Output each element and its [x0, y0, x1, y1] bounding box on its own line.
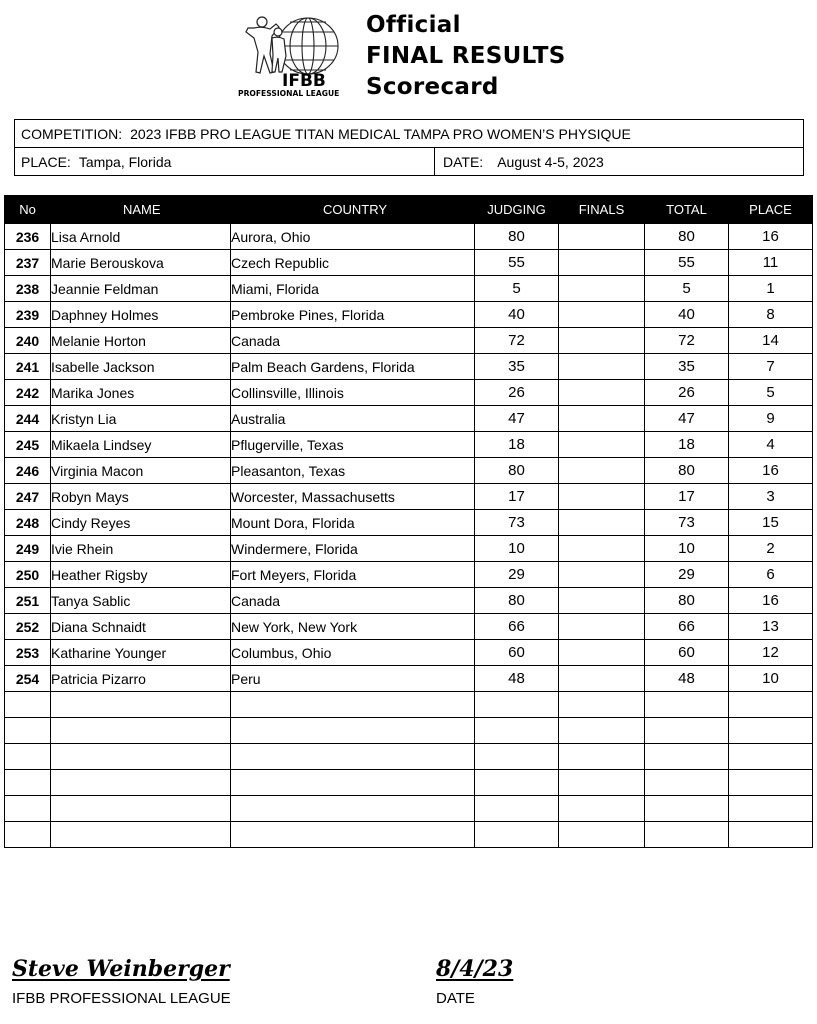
cell-finals [559, 406, 645, 432]
cell-finals [559, 822, 645, 848]
cell-no: 245 [5, 432, 51, 458]
cell-no: 242 [5, 380, 51, 406]
cell-no: 240 [5, 328, 51, 354]
table-row [5, 484, 813, 510]
cell-no: 252 [5, 614, 51, 640]
table-row [5, 822, 813, 848]
date-caption: DATE [436, 990, 475, 1007]
cell-judging [475, 822, 559, 848]
table-row [5, 380, 813, 406]
cell-no: 253 [5, 640, 51, 666]
cell-total: 26 [645, 380, 729, 406]
cell-name: Katharine Younger [51, 640, 231, 666]
date-signed-block [436, 956, 513, 1007]
cell-no: 247 [5, 484, 51, 510]
table-row [5, 224, 813, 250]
cell-name [51, 744, 231, 770]
cell-place [729, 718, 813, 744]
table-row [5, 250, 813, 276]
header-judging: JUDGING [475, 196, 559, 224]
table-row [5, 510, 813, 536]
table-row [5, 328, 813, 354]
cell-total: 80 [645, 224, 729, 250]
cell-country [231, 796, 475, 822]
cell-no [5, 718, 51, 744]
cell-place [729, 796, 813, 822]
header-finals: FINALS [559, 196, 645, 224]
cell-no: 248 [5, 510, 51, 536]
cell-no [5, 744, 51, 770]
cell-place: 7 [729, 354, 813, 380]
cell-judging: 18 [475, 432, 559, 458]
table-row [5, 406, 813, 432]
cell-country: Worcester, Massachusetts [231, 484, 475, 510]
place-label: PLACE: [21, 153, 71, 170]
table-row [5, 432, 813, 458]
table-row [5, 744, 813, 770]
cell-country: Columbus, Ohio [231, 640, 475, 666]
cell-judging: 10 [475, 536, 559, 562]
cell-no [5, 822, 51, 848]
cell-finals [559, 614, 645, 640]
cell-place [729, 770, 813, 796]
cell-total: 35 [645, 354, 729, 380]
cell-total: 66 [645, 614, 729, 640]
cell-country: Fort Meyers, Florida [231, 562, 475, 588]
cell-name: Isabelle Jackson [51, 354, 231, 380]
cell-name [51, 718, 231, 744]
header-total: TOTAL [645, 196, 729, 224]
table-row [5, 354, 813, 380]
cell-total: 55 [645, 250, 729, 276]
cell-country [231, 718, 475, 744]
table-row [5, 614, 813, 640]
header-place: PLACE [729, 196, 813, 224]
cell-name [51, 796, 231, 822]
cell-finals [559, 458, 645, 484]
cell-judging [475, 718, 559, 744]
cell-name: Jeannie Feldman [51, 276, 231, 302]
cell-name: Marie Berouskova [51, 250, 231, 276]
cell-judging [475, 744, 559, 770]
place-cell [15, 148, 435, 175]
date-label: DATE: [443, 153, 484, 170]
cell-finals [559, 744, 645, 770]
cell-finals [559, 588, 645, 614]
cell-finals [559, 640, 645, 666]
cell-total: 80 [645, 588, 729, 614]
header-country: COUNTRY [231, 196, 475, 224]
cell-country: New York, New York [231, 614, 475, 640]
cell-place: 5 [729, 380, 813, 406]
cell-total: 60 [645, 640, 729, 666]
cell-finals [559, 536, 645, 562]
cell-country: Australia [231, 406, 475, 432]
cell-name: Kristyn Lia [51, 406, 231, 432]
cell-judging: 29 [475, 562, 559, 588]
cell-total: 80 [645, 458, 729, 484]
cell-country: Pembroke Pines, Florida [231, 302, 475, 328]
ifbb-logo [232, 10, 360, 98]
cell-no: 238 [5, 276, 51, 302]
cell-judging: 40 [475, 302, 559, 328]
cell-place: 11 [729, 250, 813, 276]
place-date-row [15, 148, 803, 175]
cell-place: 12 [729, 640, 813, 666]
signature-block [12, 956, 231, 1007]
cell-judging: 80 [475, 588, 559, 614]
date-cell [435, 148, 604, 175]
cell-judging: 47 [475, 406, 559, 432]
table-row [5, 536, 813, 562]
cell-no: 244 [5, 406, 51, 432]
cell-no: 254 [5, 666, 51, 692]
cell-place [729, 692, 813, 718]
cell-judging: 80 [475, 224, 559, 250]
cell-place: 4 [729, 432, 813, 458]
cell-judging: 55 [475, 250, 559, 276]
cell-total: 5 [645, 276, 729, 302]
cell-country [231, 770, 475, 796]
date-value: August 4-5, 2023 [497, 153, 604, 170]
cell-place: 6 [729, 562, 813, 588]
cell-total: 73 [645, 510, 729, 536]
cell-name [51, 822, 231, 848]
cell-no [5, 692, 51, 718]
table-row [5, 770, 813, 796]
cell-total: 48 [645, 666, 729, 692]
cell-country: Canada [231, 588, 475, 614]
cell-judging: 60 [475, 640, 559, 666]
cell-no [5, 796, 51, 822]
table-row [5, 796, 813, 822]
cell-country: Pleasanton, Texas [231, 458, 475, 484]
cell-total: 18 [645, 432, 729, 458]
cell-name [51, 692, 231, 718]
cell-name [51, 770, 231, 796]
cell-finals [559, 666, 645, 692]
cell-place: 9 [729, 406, 813, 432]
cell-country: Windermere, Florida [231, 536, 475, 562]
cell-total: 40 [645, 302, 729, 328]
cell-no: 236 [5, 224, 51, 250]
results-table [4, 195, 813, 848]
cell-judging [475, 692, 559, 718]
cell-place: 1 [729, 276, 813, 302]
cell-finals [559, 380, 645, 406]
cell-country: Pflugerville, Texas [231, 432, 475, 458]
cell-finals [559, 562, 645, 588]
table-row [5, 692, 813, 718]
cell-finals [559, 484, 645, 510]
cell-no: 249 [5, 536, 51, 562]
cell-name: Daphney Holmes [51, 302, 231, 328]
table-row [5, 588, 813, 614]
cell-no [5, 770, 51, 796]
cell-place: 16 [729, 458, 813, 484]
cell-finals [559, 276, 645, 302]
cell-total: 29 [645, 562, 729, 588]
table-header-row [5, 196, 813, 224]
cell-total [645, 718, 729, 744]
cell-place: 10 [729, 666, 813, 692]
svg-text:IFBB: IFBB [282, 71, 326, 91]
header [0, 0, 817, 110]
cell-no: 250 [5, 562, 51, 588]
cell-finals [559, 354, 645, 380]
cell-total: 72 [645, 328, 729, 354]
cell-total [645, 796, 729, 822]
document-title [366, 10, 566, 103]
competition-value: 2023 IFBB PRO LEAGUE TITAN MEDICAL TAMPA PRO WOMEN’S PHYSIQUE [130, 125, 631, 142]
cell-judging: 66 [475, 614, 559, 640]
cell-finals [559, 718, 645, 744]
cell-finals [559, 770, 645, 796]
cell-name: Cindy Reyes [51, 510, 231, 536]
cell-finals [559, 250, 645, 276]
cell-country: Peru [231, 666, 475, 692]
cell-judging [475, 770, 559, 796]
signature-caption: IFBB PROFESSIONAL LEAGUE [12, 990, 231, 1007]
cell-place [729, 744, 813, 770]
cell-place: 16 [729, 224, 813, 250]
cell-no: 241 [5, 354, 51, 380]
signature: Steve Weinberger [12, 956, 230, 982]
cell-country [231, 822, 475, 848]
title-line-2: FINAL RESULTS [366, 43, 566, 69]
table-row [5, 302, 813, 328]
cell-no: 246 [5, 458, 51, 484]
cell-country [231, 744, 475, 770]
cell-country: Aurora, Ohio [231, 224, 475, 250]
cell-country: Collinsville, Illinois [231, 380, 475, 406]
table-row [5, 458, 813, 484]
cell-name: Marika Jones [51, 380, 231, 406]
cell-total [645, 822, 729, 848]
cell-total: 47 [645, 406, 729, 432]
cell-country: Czech Republic [231, 250, 475, 276]
cell-place: 8 [729, 302, 813, 328]
title-line-3: Scorecard [366, 74, 499, 100]
cell-judging: 48 [475, 666, 559, 692]
cell-total: 17 [645, 484, 729, 510]
cell-name: Lisa Arnold [51, 224, 231, 250]
cell-finals [559, 796, 645, 822]
header-name: NAME [51, 196, 231, 224]
cell-finals [559, 692, 645, 718]
cell-total [645, 744, 729, 770]
cell-total [645, 692, 729, 718]
cell-judging [475, 796, 559, 822]
cell-place [729, 822, 813, 848]
title-line-1: Official [366, 12, 461, 38]
cell-finals [559, 510, 645, 536]
table-row [5, 718, 813, 744]
svg-text:PROFESSIONAL LEAGUE: PROFESSIONAL LEAGUE [238, 89, 340, 98]
cell-finals [559, 224, 645, 250]
cell-country: Canada [231, 328, 475, 354]
cell-total [645, 770, 729, 796]
cell-judging: 80 [475, 458, 559, 484]
cell-finals [559, 328, 645, 354]
place-value: Tampa, Florida [78, 153, 172, 170]
cell-country: Miami, Florida [231, 276, 475, 302]
cell-no: 237 [5, 250, 51, 276]
cell-name: Ivie Rhein [51, 536, 231, 562]
table-row [5, 640, 813, 666]
date-signed: 8/4/23 [436, 956, 514, 982]
cell-name: Tanya Sablic [51, 588, 231, 614]
cell-place: 15 [729, 510, 813, 536]
cell-no: 239 [5, 302, 51, 328]
cell-name: Melanie Horton [51, 328, 231, 354]
competition-label: COMPETITION: [21, 125, 123, 142]
cell-place: 13 [729, 614, 813, 640]
competition-info-box [14, 119, 804, 176]
table-row [5, 666, 813, 692]
cell-judging: 35 [475, 354, 559, 380]
cell-judging: 17 [475, 484, 559, 510]
cell-total: 10 [645, 536, 729, 562]
header-no: No [5, 196, 51, 224]
table-row [5, 562, 813, 588]
cell-country: Palm Beach Gardens, Florida [231, 354, 475, 380]
cell-name: Heather Rigsby [51, 562, 231, 588]
cell-country: Mount Dora, Florida [231, 510, 475, 536]
cell-judging: 26 [475, 380, 559, 406]
table-row [5, 276, 813, 302]
cell-finals [559, 302, 645, 328]
cell-no: 251 [5, 588, 51, 614]
cell-place: 2 [729, 536, 813, 562]
cell-judging: 5 [475, 276, 559, 302]
cell-judging: 73 [475, 510, 559, 536]
cell-name: Virginia Macon [51, 458, 231, 484]
cell-name: Diana Schnaidt [51, 614, 231, 640]
cell-place: 16 [729, 588, 813, 614]
cell-country [231, 692, 475, 718]
cell-judging: 72 [475, 328, 559, 354]
cell-place: 14 [729, 328, 813, 354]
results-body [5, 224, 813, 848]
competition-row [15, 120, 803, 148]
cell-finals [559, 432, 645, 458]
cell-place: 3 [729, 484, 813, 510]
cell-name: Mikaela Lindsey [51, 432, 231, 458]
cell-name: Patricia Pizarro [51, 666, 231, 692]
cell-name: Robyn Mays [51, 484, 231, 510]
